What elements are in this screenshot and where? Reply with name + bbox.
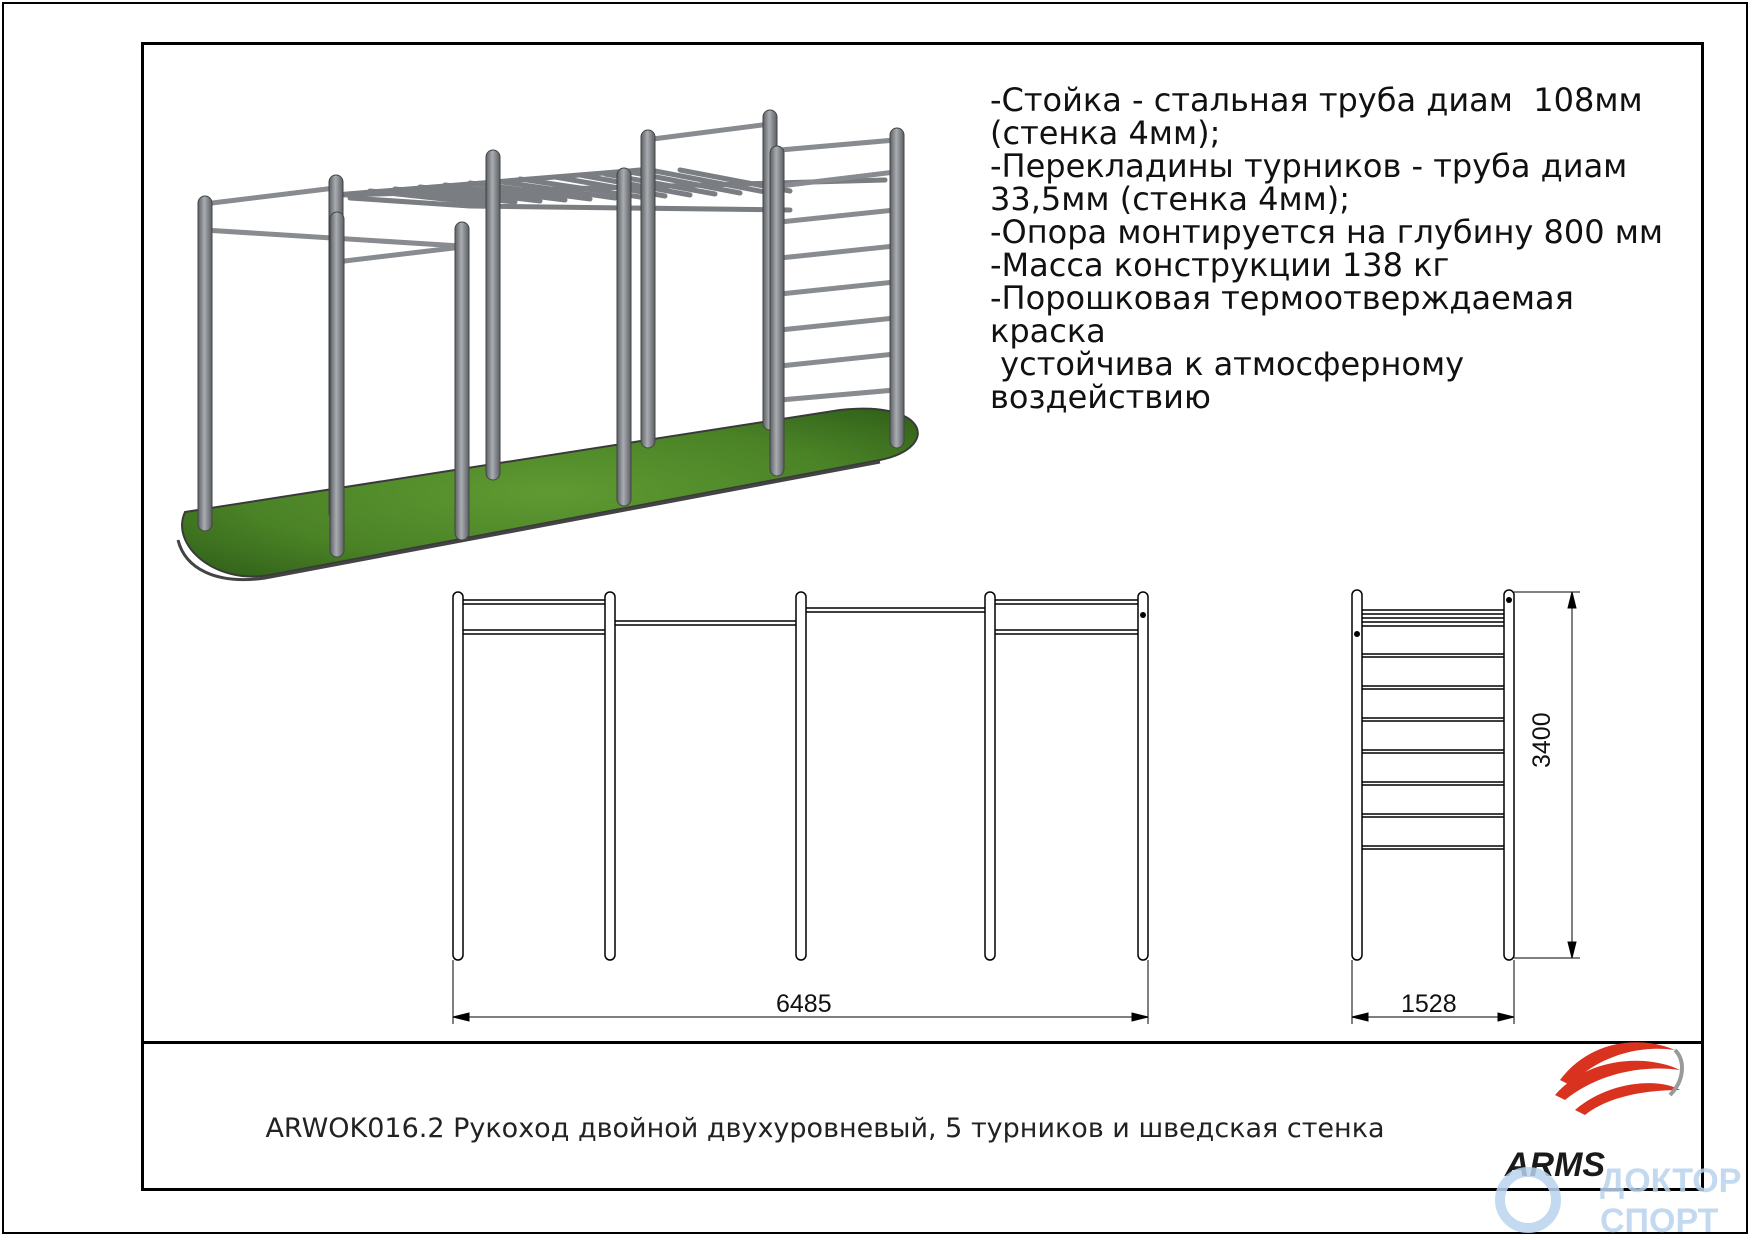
spec-line: -Перекладины турников - труба диам	[990, 147, 1628, 185]
spec-line: воздействию	[990, 378, 1211, 416]
dimension-height-label: 3400	[1528, 712, 1556, 768]
spec-line: -Порошковая термоотверждаемая	[990, 279, 1574, 317]
spec-line: -Опора монтируется на глубину 800 мм	[990, 213, 1663, 251]
spec-line: -Масса конструкции 138 кг	[990, 246, 1450, 284]
dimension-width-label: 6485	[776, 990, 832, 1018]
logo-brand-text: ARMS	[1505, 1146, 1606, 1184]
watermark-line1: ДОКТОР	[1600, 1162, 1742, 1200]
spec-line: краска	[990, 312, 1106, 350]
product-title: ARWOK016.2 Рукоход двойной двухуровневый, 5 турников и шведская стенка	[265, 1113, 1385, 1144]
watermark-line2: СПОРТ	[1600, 1202, 1719, 1240]
dimension-depth-label: 1528	[1401, 990, 1457, 1018]
spec-line: (стенка 4мм);	[990, 114, 1221, 152]
arms-logo-swoosh-icon	[1555, 1042, 1682, 1115]
spec-line: устойчива к атмосферному	[990, 345, 1465, 383]
spec-line: 33,5мм (стенка 4мм);	[990, 180, 1351, 218]
spec-line: -Стойка - стальная труба диам 108мм	[990, 81, 1643, 119]
watermark-logo	[1500, 1162, 1741, 1240]
